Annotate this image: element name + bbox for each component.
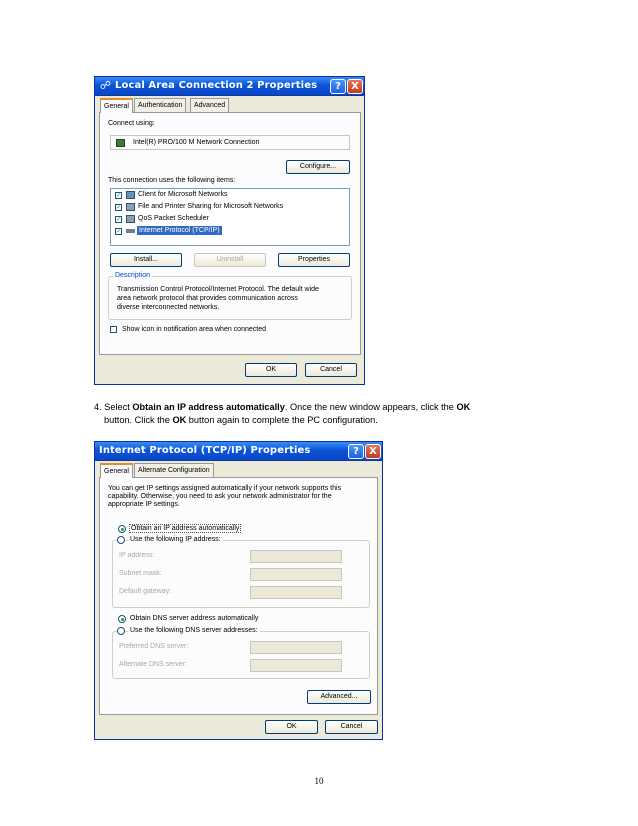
- dialog-title: Internet Protocol (TCP/IP) Properties: [99, 445, 311, 456]
- checkbox-file-sharing[interactable]: ✓: [116, 205, 122, 211]
- instruction-line-2: [104, 414, 378, 427]
- cancel-button[interactable]: Cancel: [305, 363, 357, 377]
- subnet-label: Subnet mask:: [119, 570, 162, 577]
- instruction-text: Select: [104, 402, 130, 412]
- description-line: Transmission Control Protocol/Internet Protocol. The default wide: [117, 286, 319, 293]
- gateway-label: Default gateway:: [119, 588, 172, 595]
- instruction-line-1: [94, 401, 470, 414]
- description-label: Description: [115, 272, 151, 279]
- instruction-bold: OK: [172, 415, 187, 425]
- ip-address-label: IP address:: [119, 552, 155, 559]
- item-client[interactable]: Client for Microsoft Networks: [138, 191, 228, 198]
- checkbox-tcpip[interactable]: ✓: [116, 229, 122, 235]
- items-label: This connection uses the following items:: [108, 177, 236, 184]
- install-button[interactable]: Install...: [110, 253, 182, 267]
- adapter-box: [110, 135, 350, 150]
- adapter-name: Intel(R) PRO/100 M Network Connection: [133, 139, 260, 146]
- configure-button[interactable]: Configure...: [286, 160, 350, 174]
- intro-line: You can get IP settings assigned automatically if your network supports this: [108, 485, 342, 492]
- tab-authentication[interactable]: Authentication: [134, 98, 186, 112]
- alternate-dns-field: [250, 659, 342, 672]
- item-file-sharing[interactable]: File and Printer Sharing for Microsoft Networks: [138, 203, 284, 210]
- instruction-bold: OK: [456, 402, 471, 412]
- gateway-field: [250, 586, 342, 599]
- instruction-bold: Obtain an IP address automatically: [132, 402, 285, 412]
- item-qos[interactable]: QoS Packet Scheduler: [138, 215, 209, 222]
- ip-address-field: [250, 550, 342, 563]
- file-sharing-icon: [126, 203, 135, 211]
- ok-button[interactable]: OK: [265, 720, 318, 734]
- dns-group: [112, 627, 370, 679]
- general-panel: [99, 112, 361, 355]
- alternate-dns-label: Alternate DNS server:: [119, 661, 188, 668]
- instruction-text: . Once the new window appears, click the: [284, 402, 454, 412]
- ok-button[interactable]: OK: [245, 363, 297, 377]
- description-line: area network protocol that provides communication across: [117, 295, 298, 302]
- cancel-button[interactable]: Cancel: [325, 720, 378, 734]
- checkbox-qos[interactable]: ✓: [116, 217, 122, 223]
- title-bar[interactable]: [95, 77, 364, 96]
- show-icon-label[interactable]: Show icon in notification area when connected: [122, 326, 266, 333]
- obtain-dns-label[interactable]: Obtain DNS server address automatically: [130, 615, 259, 622]
- network-connection-icon: ☍: [99, 80, 112, 92]
- description-line: diverse interconnected networks.: [117, 304, 220, 311]
- intro-line: capability. Otherwise, you need to ask your network administrator for the: [108, 493, 332, 500]
- close-button[interactable]: X: [365, 444, 381, 459]
- general-panel: [99, 477, 378, 715]
- obtain-ip-radio[interactable]: [118, 525, 126, 533]
- intro-line: appropriate IP settings.: [108, 501, 180, 508]
- network-adapter-icon: [116, 139, 125, 147]
- dialog-title: Local Area Connection 2 Properties: [115, 80, 318, 91]
- use-dns-radio[interactable]: [117, 627, 125, 635]
- step-number: 4.: [94, 402, 102, 412]
- components-list[interactable]: [110, 188, 350, 246]
- uninstall-button: Uninstall: [194, 253, 266, 267]
- help-button[interactable]: ?: [348, 444, 364, 459]
- title-bar[interactable]: [95, 442, 382, 461]
- qos-icon: [126, 215, 135, 223]
- tab-general[interactable]: General: [100, 98, 133, 113]
- instruction-text: button. Click the: [104, 415, 170, 425]
- show-icon-checkbox[interactable]: [110, 326, 117, 333]
- use-dns-label[interactable]: Use the following DNS server addresses:: [130, 627, 258, 634]
- obtain-ip-label[interactable]: Obtain an IP address automatically: [131, 525, 240, 532]
- subnet-field: [250, 568, 342, 581]
- connect-using-label: Connect using:: [108, 120, 155, 127]
- preferred-dns-field: [250, 641, 342, 654]
- lan-properties-dialog: [94, 76, 365, 385]
- description-group: [108, 272, 352, 320]
- properties-button[interactable]: Properties: [278, 253, 350, 267]
- preferred-dns-label: Preferred DNS server:: [119, 643, 189, 650]
- instruction-text: button again to complete the PC configuration.: [188, 415, 378, 425]
- ip-address-group: [112, 536, 370, 608]
- use-ip-radio[interactable]: [117, 536, 125, 544]
- tab-general[interactable]: General: [100, 463, 133, 478]
- checkbox-client[interactable]: ✓: [116, 193, 122, 199]
- client-icon: [126, 191, 135, 199]
- item-tcpip[interactable]: Internet Protocol (TCP/IP): [139, 227, 220, 234]
- tcpip-properties-dialog: [94, 441, 383, 740]
- protocol-icon: [126, 229, 135, 233]
- help-button[interactable]: ?: [330, 79, 346, 94]
- tab-alternate-configuration[interactable]: Alternate Configuration: [134, 463, 214, 477]
- use-ip-label[interactable]: Use the following IP address:: [130, 536, 221, 543]
- advanced-button[interactable]: Advanced...: [307, 690, 371, 704]
- close-button[interactable]: X: [347, 79, 363, 94]
- tab-advanced[interactable]: Advanced: [190, 98, 229, 112]
- obtain-dns-radio[interactable]: [118, 615, 126, 623]
- page-number: 10: [314, 776, 324, 786]
